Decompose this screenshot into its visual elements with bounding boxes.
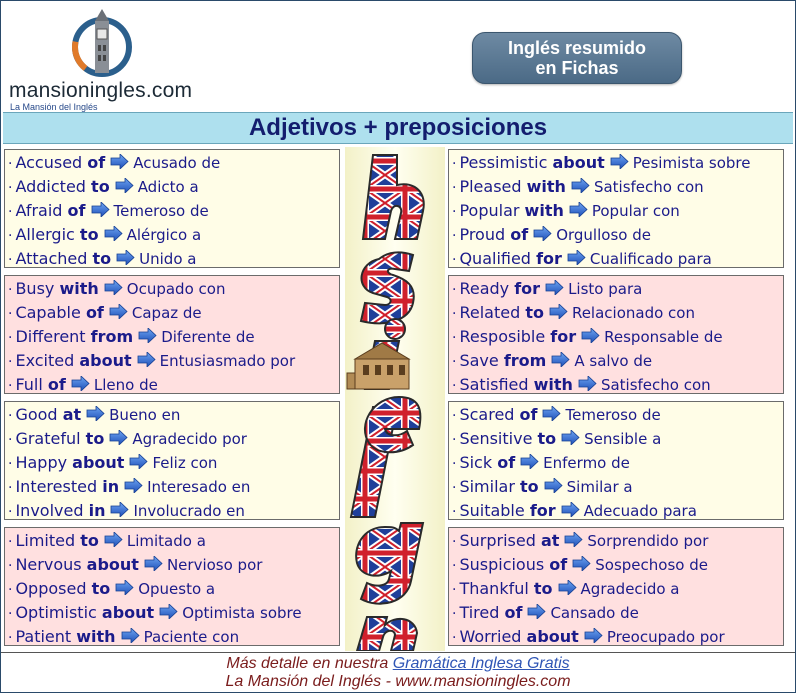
adjective: Suspicious	[459, 555, 545, 574]
vocab-row	[5, 451, 339, 475]
preposition: of	[87, 153, 106, 172]
adjective: Limited	[15, 531, 76, 550]
preposition: of	[504, 603, 523, 622]
arrow-right-icon	[564, 532, 583, 547]
bullet-dot-icon: ·	[452, 432, 457, 448]
vocab-row	[5, 175, 339, 199]
arrow-right-icon	[124, 478, 143, 493]
grammar-link[interactable]: Gramática Inglesa Gratis	[392, 655, 570, 672]
arrow-right-icon	[137, 352, 156, 367]
vocab-row	[5, 325, 339, 349]
adjective: Full	[15, 375, 43, 394]
vocab-row	[5, 373, 339, 397]
adjective: Allergic	[15, 225, 75, 244]
vocab-row	[5, 403, 339, 427]
fichas-line1: Inglés resumido	[507, 38, 647, 58]
preposition: for	[550, 327, 577, 346]
arrow-right-icon	[144, 556, 163, 571]
arrow-right-icon	[561, 430, 580, 445]
vocab-row	[5, 475, 339, 499]
vocab-row	[5, 577, 339, 601]
preposition: to	[85, 429, 105, 448]
adjective: Thankful	[459, 579, 529, 598]
spanish-meaning: Temeroso de	[113, 202, 209, 220]
spanish-meaning: Interesado en	[147, 478, 251, 496]
spanish-meaning: Alérgico a	[126, 226, 202, 244]
preposition: to	[92, 249, 112, 268]
preposition: from	[90, 327, 134, 346]
vocab-row	[449, 349, 783, 373]
arrow-right-icon	[86, 406, 105, 421]
bullet-dot-icon: ·	[452, 378, 457, 394]
footer-prefix: Más detalle en nuestra	[226, 655, 389, 672]
adjective: Capable	[15, 303, 81, 322]
preposition: for	[536, 249, 562, 268]
fichas-button[interactable]	[472, 32, 682, 84]
preposition: about	[72, 453, 125, 472]
vocab-row	[449, 151, 783, 175]
adjective: Good	[15, 405, 58, 424]
vocab-row	[449, 175, 783, 199]
spanish-meaning: Sorprendido por	[587, 532, 709, 550]
arrow-right-icon	[109, 304, 128, 319]
bullet-dot-icon: ·	[452, 330, 457, 346]
vocab-row	[449, 553, 783, 577]
spanish-meaning: Lleno de	[93, 376, 158, 394]
preposition: to	[533, 579, 553, 598]
vocab-row	[449, 403, 783, 427]
bullet-dot-icon: ·	[452, 480, 457, 496]
arrow-right-icon	[104, 226, 123, 241]
preposition: with	[533, 375, 573, 394]
arrow-right-icon	[71, 376, 90, 391]
bullet-dot-icon: ·	[452, 582, 457, 598]
vocab-row	[449, 223, 783, 247]
arrow-right-icon	[110, 154, 129, 169]
vocab-row	[5, 199, 339, 223]
arrow-right-icon	[572, 556, 591, 571]
preposition: in	[102, 477, 120, 496]
spanish-meaning: Agradecido por	[132, 430, 247, 448]
vocab-row	[449, 199, 783, 223]
bullet-dot-icon: ·	[452, 354, 457, 370]
bullet-dot-icon: ·	[452, 606, 457, 622]
arrow-right-icon	[129, 454, 148, 469]
english-flag-letters-icon	[345, 147, 445, 651]
preposition: with	[76, 627, 116, 646]
vocab-row	[449, 499, 783, 523]
arrow-right-icon	[116, 250, 135, 265]
preposition: of	[510, 225, 529, 244]
adjective: Suitable	[459, 501, 525, 520]
arrow-right-icon	[110, 502, 129, 517]
vocab-row	[5, 601, 339, 625]
preposition: at	[62, 405, 82, 424]
bullet-dot-icon: ·	[452, 204, 457, 220]
vocab-row	[449, 625, 783, 649]
adjective: Opposed	[15, 579, 87, 598]
bullet-dot-icon: ·	[8, 504, 13, 520]
spanish-meaning: Enfermo de	[543, 454, 630, 472]
adjective: Different	[15, 327, 86, 346]
arrow-right-icon	[581, 328, 600, 343]
adjective: Worried	[459, 627, 522, 646]
bullet-dot-icon: ·	[8, 282, 13, 298]
preposition: for	[529, 501, 556, 520]
site-logo[interactable]	[7, 7, 207, 112]
adjective: Happy	[15, 453, 68, 472]
adjective: Sick	[459, 453, 493, 472]
arrow-right-icon	[520, 454, 539, 469]
bullet-dot-icon: ·	[8, 156, 13, 172]
spanish-meaning: A salvo de	[574, 352, 653, 370]
bullet-dot-icon: ·	[8, 378, 13, 394]
bullet-dot-icon: ·	[8, 252, 13, 268]
vocab-row	[449, 451, 783, 475]
preposition: about	[86, 555, 139, 574]
spanish-meaning: Acusado de	[133, 154, 221, 172]
vocab-row	[5, 529, 339, 553]
arrow-right-icon	[109, 430, 128, 445]
preposition: of	[67, 201, 86, 220]
arrow-right-icon	[91, 202, 110, 217]
vocab-row	[449, 529, 783, 553]
preposition: with	[526, 177, 566, 196]
adjective: Scared	[459, 405, 515, 424]
preposition: of	[497, 453, 516, 472]
spanish-meaning: Opuesto a	[138, 580, 216, 598]
spanish-meaning: Nervioso por	[166, 556, 263, 574]
spanish-meaning: Satisfecho con	[593, 178, 704, 196]
vocab-row	[449, 247, 783, 271]
preposition: to	[91, 579, 111, 598]
site-tagline: La Mansión del Inglés	[10, 102, 98, 112]
bullet-dot-icon: ·	[8, 228, 13, 244]
bullet-dot-icon: ·	[8, 582, 13, 598]
arrow-right-icon	[549, 304, 568, 319]
spanish-meaning: Similar a	[566, 478, 633, 496]
vocab-row	[5, 301, 339, 325]
vocab-box	[4, 275, 340, 394]
adjective: Addicted	[15, 177, 86, 196]
adjective: Involved	[15, 501, 84, 520]
vocab-row	[449, 301, 783, 325]
preposition: of	[519, 405, 538, 424]
preposition: of	[549, 555, 568, 574]
adjective: Satisfied	[459, 375, 529, 394]
preposition: to	[525, 303, 544, 322]
bullet-dot-icon: ·	[8, 456, 13, 472]
preposition: for	[514, 279, 541, 298]
arrow-right-icon	[138, 328, 157, 343]
bullet-dot-icon: ·	[8, 432, 13, 448]
spanish-meaning: Entusiasmado por	[159, 352, 296, 370]
big-ben-sketch	[347, 343, 409, 389]
vocab-row	[5, 499, 339, 523]
vocab-row	[5, 277, 339, 301]
arrow-right-icon	[159, 604, 178, 619]
fichas-line2: en Fichas	[535, 58, 619, 78]
spanish-meaning: Responsable de	[604, 328, 723, 346]
footer-line2: La Mansión del Inglés - www.mansioningles.com	[225, 673, 571, 690]
vocab-box	[448, 527, 784, 646]
arrow-right-icon	[121, 628, 140, 643]
bullet-dot-icon: ·	[452, 558, 457, 574]
spanish-meaning: Diferente de	[161, 328, 255, 346]
adjective: Afraid	[15, 201, 63, 220]
vocab-box	[4, 527, 340, 646]
adjective: Sensitive	[459, 429, 533, 448]
bullet-dot-icon: ·	[8, 306, 13, 322]
spanish-meaning: Satisfecho con	[600, 376, 711, 394]
preposition: in	[88, 501, 106, 520]
site-brand: mansioningles.com	[9, 79, 193, 102]
bullet-dot-icon: ·	[452, 534, 457, 550]
bullet-dot-icon: ·	[452, 456, 457, 472]
adjective: Pleased	[459, 177, 522, 196]
arrow-right-icon	[527, 604, 546, 619]
spanish-meaning: Limitado a	[126, 532, 206, 550]
vocab-row	[5, 223, 339, 247]
vocab-row	[5, 427, 339, 451]
preposition: from	[503, 351, 547, 370]
adjective: Surprised	[459, 531, 536, 550]
arrow-right-icon	[533, 226, 552, 241]
spanish-meaning: Agradecido a	[580, 580, 680, 598]
adjective: Similar	[459, 477, 515, 496]
spanish-meaning: Cualificado para	[589, 250, 712, 268]
adjective: Popular	[459, 201, 520, 220]
spanish-meaning: Orgulloso de	[556, 226, 651, 244]
arrow-right-icon	[571, 178, 590, 193]
bullet-dot-icon: ·	[452, 630, 457, 646]
vocab-box	[448, 149, 784, 268]
spanish-meaning: Temeroso de	[565, 406, 661, 424]
arrow-right-icon	[115, 580, 134, 595]
adjective: Tired	[459, 603, 500, 622]
vocab-row	[449, 601, 783, 625]
adjective: Attached	[15, 249, 88, 268]
adjective: Busy	[15, 279, 55, 298]
bullet-dot-icon: ·	[8, 180, 13, 196]
vocab-row	[449, 577, 783, 601]
spanish-meaning: Feliz con	[152, 454, 218, 472]
bullet-dot-icon: ·	[8, 534, 13, 550]
vocab-row	[5, 349, 339, 373]
adjective: Resposible	[459, 327, 546, 346]
spanish-meaning: Sensible a	[584, 430, 662, 448]
big-ben-logo-icon	[69, 7, 135, 81]
spanish-meaning: Relacionado con	[571, 304, 695, 322]
bullet-dot-icon: ·	[452, 504, 457, 520]
spanish-meaning: Unido a	[139, 250, 197, 268]
adjective: Qualified	[459, 249, 531, 268]
bullet-dot-icon: ·	[452, 282, 457, 298]
arrow-right-icon	[542, 406, 561, 421]
arrow-right-icon	[578, 376, 597, 391]
adjective: Accused	[15, 153, 83, 172]
arrow-right-icon	[561, 502, 580, 517]
arrow-right-icon	[551, 352, 570, 367]
vocab-row	[5, 247, 339, 271]
bullet-dot-icon: ·	[8, 354, 13, 370]
vocab-box	[4, 401, 340, 520]
adjective: Excited	[15, 351, 75, 370]
spanish-meaning: Paciente con	[143, 628, 240, 646]
bullet-dot-icon: ·	[452, 156, 457, 172]
preposition: to	[80, 531, 99, 550]
preposition: of	[85, 303, 104, 322]
vocab-row	[5, 151, 339, 175]
bullet-dot-icon: ·	[8, 408, 13, 424]
preposition: of	[47, 375, 66, 394]
spanish-meaning: Listo para	[568, 280, 643, 298]
spanish-meaning: Bueno en	[109, 406, 181, 424]
arrow-right-icon	[569, 202, 588, 217]
bullet-dot-icon: ·	[8, 204, 13, 220]
spanish-meaning: Popular con	[591, 202, 680, 220]
bullet-dot-icon: ·	[452, 180, 457, 196]
arrow-right-icon	[544, 478, 563, 493]
vocab-row	[5, 553, 339, 577]
adjective: Ready	[459, 279, 510, 298]
bullet-dot-icon: ·	[452, 306, 457, 322]
spanish-meaning: Adicto a	[137, 178, 199, 196]
bullet-dot-icon: ·	[8, 480, 13, 496]
vocab-row	[449, 427, 783, 451]
arrow-right-icon	[584, 628, 603, 643]
preposition: about	[101, 603, 155, 622]
arrow-right-icon	[104, 280, 123, 295]
adjective: Proud	[459, 225, 506, 244]
spanish-meaning: Involucrado en	[133, 502, 245, 520]
spanish-meaning: Preocupado por	[606, 628, 725, 646]
bullet-dot-icon: ·	[8, 558, 13, 574]
vocab-row	[5, 625, 339, 649]
spanish-meaning: Sospechoso de	[595, 556, 708, 574]
preposition: about	[526, 627, 579, 646]
vocab-row	[449, 277, 783, 301]
bullet-dot-icon: ·	[452, 252, 457, 268]
adjective: Nervous	[15, 555, 82, 574]
arrow-right-icon	[115, 178, 134, 193]
adjective: Grateful	[15, 429, 81, 448]
arrow-right-icon	[567, 250, 586, 265]
vocab-box	[4, 149, 340, 268]
spanish-meaning: Cansado de	[550, 604, 639, 622]
arrow-right-icon	[558, 580, 577, 595]
preposition: about	[79, 351, 132, 370]
adjective: Interested	[15, 477, 98, 496]
vocab-row	[449, 325, 783, 349]
bullet-dot-icon: ·	[8, 630, 13, 646]
vocab-row	[449, 373, 783, 397]
page-title: Adjetivos + preposiciones	[3, 112, 793, 144]
preposition: with	[59, 279, 99, 298]
vocab-box	[448, 275, 784, 394]
spanish-meaning: Adecuado para	[583, 502, 697, 520]
preposition: to	[79, 225, 99, 244]
adjective: Pessimistic	[459, 153, 548, 172]
bullet-dot-icon: ·	[452, 408, 457, 424]
adjective: Patient	[15, 627, 72, 646]
arrow-right-icon	[545, 280, 564, 295]
preposition: with	[524, 201, 564, 220]
preposition: at	[540, 531, 560, 550]
bullet-dot-icon: ·	[452, 228, 457, 244]
spanish-meaning: Pesimista sobre	[632, 154, 751, 172]
vocab-row	[449, 475, 783, 499]
page-footer	[1, 652, 795, 695]
bullet-dot-icon: ·	[8, 330, 13, 346]
preposition: to	[537, 429, 557, 448]
adjective: Save	[459, 351, 499, 370]
preposition: to	[520, 477, 539, 496]
spanish-meaning: Optimista sobre	[182, 604, 302, 622]
preposition: about	[552, 153, 605, 172]
adjective: Related	[459, 303, 521, 322]
arrow-right-icon	[610, 154, 629, 169]
adjective: Optimistic	[15, 603, 97, 622]
spanish-meaning: Ocupado con	[126, 280, 226, 298]
bullet-dot-icon: ·	[8, 606, 13, 622]
spanish-meaning: Capaz de	[131, 304, 202, 322]
vocab-box	[448, 401, 784, 520]
arrow-right-icon	[104, 532, 123, 547]
preposition: to	[91, 177, 110, 196]
english-side-art	[345, 147, 445, 651]
